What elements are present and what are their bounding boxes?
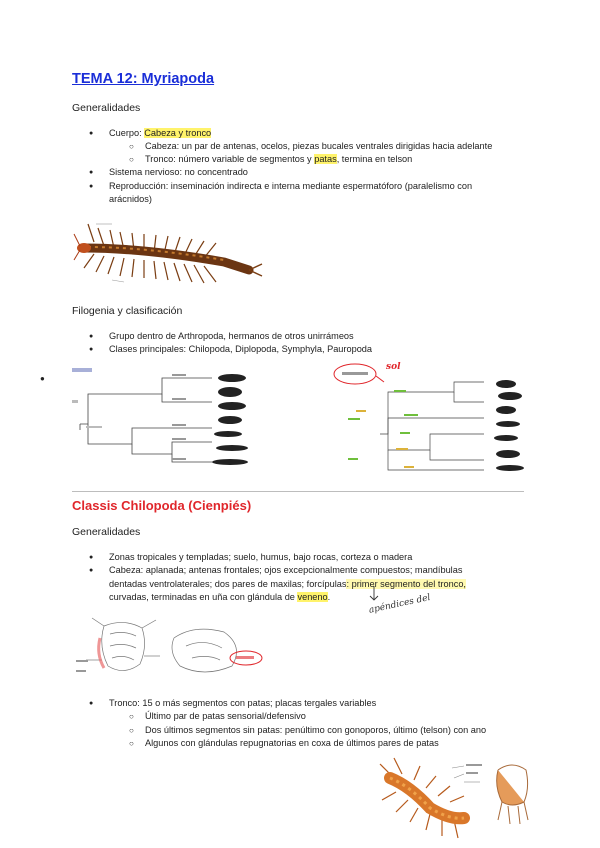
cuerpo-highlight: Cabeza y tronco xyxy=(144,128,212,138)
forcipulas-highlight: : primer segmento del tronco, xyxy=(346,579,466,589)
ultimo-par-subitem: ○ Último par de patas sensorial/defensivo xyxy=(145,710,306,724)
tronco-item: ● Tronco: 15 o más segmentos con patas; placas tergales variables xyxy=(109,697,376,711)
tronco-highlight: patas xyxy=(314,154,337,164)
tronco-prefix: Tronco: número variable de segmentos y xyxy=(145,154,315,164)
handwritten-apendices-note: apéndices del xyxy=(368,592,432,616)
veneno-highlight: veneno xyxy=(297,592,328,602)
cabeza-subitem: ○ Cabeza: un par de antenas, ocelos, piezas bucales ventrales dirigidas hacia adelante xyxy=(145,140,492,154)
chilopoda-title: Classis Chilopoda (Cienpiés) xyxy=(72,498,252,513)
generalidades-heading: Generalidades xyxy=(72,102,141,114)
reproduccion-item-cont: arácnidos) xyxy=(109,194,152,204)
cabeza-item: ● Cabeza: aplanada; antenas frontales; ojos excepcionalmente compuestos; mandíbulas xyxy=(109,564,462,578)
cabeza-line3-suffix: . xyxy=(327,592,331,602)
tronco-suffix: , termina en telson xyxy=(336,154,413,164)
cabeza-line3-prefix: curvadas, terminadas en uña con glándula de xyxy=(109,592,298,602)
grupo-item: ● Grupo dentro de Arthropoda, hermanos de otros unirrámeos xyxy=(109,330,354,344)
dos-ultimos-subitem: ○ Dos últimos segmentos sin patas: penúltimo con gonoporos, último (telson) con ano xyxy=(145,724,486,738)
cuerpo-item xyxy=(109,127,211,141)
tronco-subitem xyxy=(145,153,412,167)
cuerpo-prefix: Cuerpo: xyxy=(109,128,145,138)
handwritten-sol-note: sol xyxy=(386,362,401,372)
filogenia-heading: Filogenia y clasificación xyxy=(72,305,183,317)
cabeza-item-line2 xyxy=(109,578,466,592)
centipede-illustration xyxy=(74,220,264,288)
chilopoda-generalidades-heading: Generalidades xyxy=(72,526,141,538)
clases-item: ● Clases principales: Chilopoda, Diplopoda, Symphyla, Pauropoda xyxy=(109,343,372,357)
stray-bullet-icon: ● xyxy=(40,374,45,383)
centipede-trunk-illustration xyxy=(380,756,530,846)
cabeza-line2-prefix: dentadas ventrolaterales; dos pares de maxilas; forcípulas xyxy=(109,579,347,589)
sistema-item: ● Sistema nervioso: no concentrado xyxy=(109,166,248,180)
cladogram-left xyxy=(72,366,252,470)
reproduccion-item: ● Reproducción: inseminación indirecta e interna mediante espermatóforo (paralelismo con xyxy=(109,180,472,194)
page-title: TEMA 12: Myriapoda xyxy=(72,71,215,87)
head-anatomy-illustration xyxy=(74,616,274,684)
cladogram-right xyxy=(334,362,530,474)
section-divider xyxy=(72,491,524,492)
zonas-item: ● Zonas tropicales y templadas; suelo, humus, bajo rocas, corteza o madera xyxy=(109,551,412,565)
cabeza-item-line3 xyxy=(109,591,330,605)
algunos-subitem: ○ Algunos con glándulas repugnatorias en coxa de últimos pares de patas xyxy=(145,737,439,751)
